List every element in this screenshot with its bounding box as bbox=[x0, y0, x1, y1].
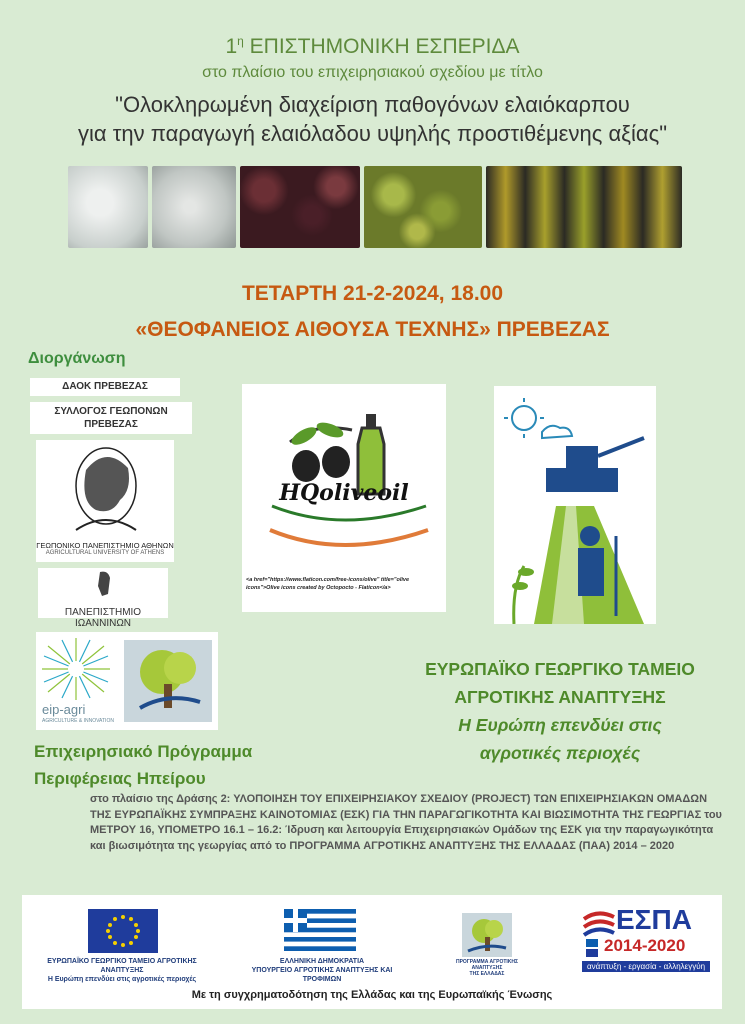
program-line1: Επιχειρησιακό Πρόγραμμα bbox=[34, 742, 253, 761]
espa-logo bbox=[582, 905, 710, 979]
paa-caption: ΠΡΟΓΡΑΜΜΑ ΑΓΡΟΤΙΚΗΣ ΑΝΑΠΤΥΞΗΣ ΤΗΣ ΕΛΛΑΔΑΣ bbox=[455, 959, 519, 977]
eafrd-line2: ΑΓΡΟΤΙΚΗΣ ΑΝΑΠΤΥΞΗΣ bbox=[454, 687, 666, 707]
greek-flag-icon bbox=[284, 909, 356, 951]
event-type-heading: $1^\eta$ ΕΠΙΣΤΗΜΟΝΙΚΗ ΕΣΠΕΡΙΔΑ bbox=[225, 34, 520, 58]
aua-name-greek: ΓΕΩΠΟΝΙΚΟ ΠΑΝΕΠΙΣΤΗΜΙΟ ΑΘΗΝΩΝ bbox=[36, 541, 174, 550]
eip-agri-and-paa-logos bbox=[36, 632, 218, 730]
espa-years: 2014-2020 bbox=[604, 936, 686, 955]
flaticon-credit: <a href="https://www.flaticon.com/free-icons/olive" title="olive icons">Olive icons created by Octopocto - Flaticon</a> bbox=[246, 577, 410, 591]
daok-preveza-label: ΔΑΟΚ ΠΡΕΒΕΖΑΣ bbox=[30, 378, 180, 396]
uoi-name: ΠΑΝΕΠΙΣΤΗΜΙΟ ΙΩΑΝΝΙΝΩΝ bbox=[64, 607, 142, 629]
uoi-logo bbox=[38, 568, 168, 629]
espa-flag-gr-icon bbox=[586, 939, 598, 947]
espa-wave-icon bbox=[582, 909, 616, 937]
program-line2: Περιφέρειας Ηπείρου bbox=[34, 769, 206, 788]
project-title: "Ολοκληρωμένη διαχείριση παθογόνων ελαιόκαρπου για την παραγωγή ελαιόλαδου υψηλής προστιθέμενης αξίας" bbox=[77, 92, 668, 146]
athena-portrait-icon bbox=[36, 440, 174, 536]
eafrd-block bbox=[380, 655, 740, 767]
organizers-heading: Διοργάνωση bbox=[28, 350, 126, 367]
aua-name-english: AGRICULTURAL UNIVERSITY OF ATHENS bbox=[45, 550, 165, 556]
eafrd-line1: ΕΥΡΩΠΑΪΚΟ ΓΕΩΡΓΙΚΟ ΤΑΜΕΙΟ bbox=[425, 659, 695, 679]
eu-fund-caption: ΕΥΡΩΠΑΪΚΟ ΓΕΩΡΓΙΚΟ ΤΑΜΕΙΟ ΑΓΡΟΤΙΚΗΣ ΑΝΑΠΤΥΞΗΣ Η Ευρώπη επενδύει στις αγροτικές περιοχές bbox=[47, 958, 197, 983]
eafrd-slogan1: Η Ευρώπη επενδύει στις bbox=[458, 715, 662, 735]
olive-oil-bottles-photo bbox=[486, 166, 682, 248]
cofunding-note: Με τη συγχρηματοδότηση της Ελλάδας και της Ευρωπαϊκής Ένωσης bbox=[191, 989, 553, 1001]
hqoliveoil-wordmark: HQoliveoil bbox=[279, 480, 409, 506]
espa-tagline: ανάπτυξη - εργασία - αλληλεγγύη bbox=[582, 961, 710, 972]
ministry-caption: ΕΛΛΗΝΙΚΗ ΔΗΜΟΚΡΑΤΙΑ ΥΠΟΥΡΓΕΙΟ ΑΓΡΟΤΙΚΗΣ ΑΝΑΠΤΥΞΗΣ ΚΑΙ ΤΡΟΦΙΜΩΝ bbox=[251, 958, 393, 983]
funding-footer bbox=[22, 895, 722, 1009]
paa-tree-puzzle-icon bbox=[122, 638, 214, 724]
green-olives-photo bbox=[364, 166, 482, 248]
eip-agri-tagline: AGRICULTURE & INNOVATION bbox=[42, 718, 114, 724]
harvester-farmer-icon bbox=[494, 386, 656, 624]
espa-wordmark: ΕΣΠΑ bbox=[616, 904, 692, 935]
event-date: ΤΕΤΑΡΤΗ 21-2-2024, 18.00 bbox=[241, 282, 504, 305]
hqoliveoil-logo bbox=[242, 384, 446, 612]
espa-flag-eu-icon bbox=[586, 949, 598, 957]
eip-agri-burst-icon bbox=[40, 636, 112, 702]
event-venue: «ΘΕΟΦΑΝΕΙΟΣ ΑΙΘΟΥΣΑ ΤΕΧΝΗΣ» ΠΡΕΒΕΖΑΣ bbox=[135, 318, 610, 341]
eip-agri-name: eip-agri bbox=[42, 702, 86, 717]
fungal-culture-photo bbox=[152, 166, 236, 248]
owl-icon bbox=[38, 568, 168, 602]
eafrd-slogan2: αγροτικές περιοχές bbox=[479, 743, 641, 763]
aua-logo bbox=[36, 440, 174, 562]
geoponoi-association-label: ΣΥΛΛΟΓΟΣ ΓΕΩΠΟΝΩΝ ΠΡΕΒΕΖΑΣ bbox=[30, 402, 192, 434]
operational-program bbox=[34, 738, 252, 792]
diseased-olives-photo bbox=[240, 166, 360, 248]
fungal-culture-photo bbox=[68, 166, 148, 248]
agriculture-illustration bbox=[494, 386, 656, 624]
photo-strip bbox=[68, 166, 686, 248]
action-description: στο πλαίσιο της Δράσης 2: ΥΛΟΠΟΙΗΣΗ ΤΟΥ ΕΠΙΧΕΙΡΗΣΙΑΚΟΥ ΣΧΕΔΙΟΥ (PROJECT) ΤΩΝ ΕΠΙΧΕΙΡΗΣΙΑΚΩΝ ΟΜΑΔΩΝ ΤΗΣ ΕΥΡΩΠΑΪΚΗΣ ΣΥΜΠΡΑΞΗΣ ΚΑΙΝΟΤΟΜΙΑΣ (ΕΣΚ) ΓΙΑ ΤΗΝ ΠΑΡΑΓΩΓΙΚΟΤΗΤΑ ΚΑΙ ΒΙΩΣΙΜΟΤΗΤΑ ΤΗΣ ΓΕΩΡΓΙΑΣ του ΜΕΤΡΟΥ 16, ΥΠΟΜΕΤΡΟ 16.1 – 16.2: Ίδρυση και λειτουργία Επιχειρησιακών Ομάδων της ΕΣΚ για την παραγωγικότητα και βιωσιμότητα της γεωργίας από το ΠΡΟΓΡΑΜΜΑ ΑΓΡΟΤΙΚΗΣ ΑΝΑΠΤΥΞΗΣ ΤΗΣ ΕΛΛΑΔΑΣ (ΠΑΑ) 2014 – 2020 bbox=[90, 793, 722, 852]
eu-flag-icon bbox=[88, 909, 158, 953]
subheading: στο πλαίσιο του επιχειρησιακού σχεδίου με τίτλο bbox=[202, 64, 543, 81]
paa-tree-icon bbox=[462, 913, 512, 957]
